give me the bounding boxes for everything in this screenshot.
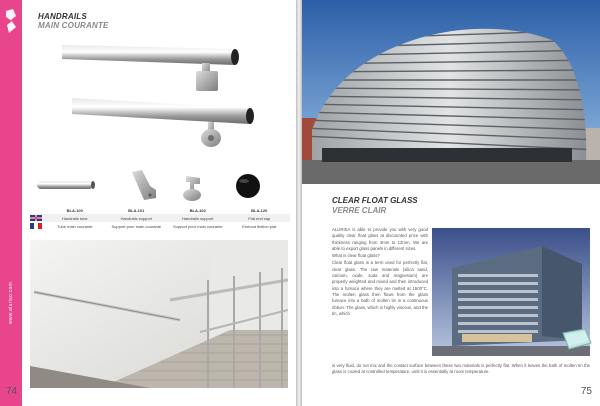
product-table: [30, 206, 290, 230]
table-row: [30, 206, 290, 214]
glass-sheet-icon: [561, 327, 593, 351]
product-code: BLA-102: [189, 207, 206, 213]
glass-section-header: [332, 196, 418, 215]
glass-title: CLEAR FLOAT GLASS: [332, 196, 418, 205]
handrails-title: HANDRAILS: [38, 12, 87, 21]
product-name-fr: Support pour main courante: [111, 223, 162, 229]
product-name-en: Handrails support: [120, 215, 152, 221]
product-code: BLA-101: [128, 207, 145, 213]
staircase-photo: [30, 240, 288, 388]
product-thumbnails: [30, 166, 290, 204]
product-name-en: Handrails tube: [61, 215, 88, 221]
table-row: [30, 222, 290, 230]
website-label: www.aluriso.com: [8, 282, 14, 325]
brand-logo-icon: [3, 8, 19, 34]
paragraph: What is clear float glass?: [332, 253, 380, 259]
glass-description: [332, 227, 428, 318]
paragraph: Clear float glass is a term used for perfectly flat, clear glass. The raw materials (silica sand, calcium, oxide, soda and magnesium) are properly weighted and mixed and then introduced into a furnace where they are melted at 1500°C. The molten glass then flows from the glass furnace into a bath of molten tin in a continuous ribbon. The glass, which is highly viscous, and the tin, which: [332, 260, 428, 316]
handrail-tube-illustration: [60, 35, 260, 95]
product-name-fr: Tube main courante: [57, 223, 93, 229]
french-flag-icon: [30, 223, 42, 229]
page-number-right: 75: [580, 386, 592, 397]
right-page: [302, 0, 600, 406]
product-name-en: Flat end cap: [248, 215, 271, 221]
handrails-subtitle: MAIN COURANTE: [38, 21, 109, 30]
product-code: BLA-100: [66, 207, 83, 213]
bracket-product-icon: [128, 168, 158, 202]
table-row: [30, 214, 290, 222]
end-cap-product-icon: [234, 172, 262, 200]
round-support-product-icon: [180, 170, 210, 202]
product-name-fr: Embout finition plat: [242, 223, 277, 229]
glass-description-continued: is very fluid, do not mix and the contact surface between these two materials is perfectly flat. When it leaves the bath of molten tin the glass is cooled at controlled temperature, until it is essentially at room temperature.: [332, 363, 590, 375]
handrail-support-illustration: [70, 96, 270, 156]
tube-product-icon: [36, 178, 96, 192]
product-name-en: Handrails support: [182, 215, 214, 221]
glass-subtitle: VERRE CLAIR: [332, 206, 387, 215]
uk-flag-icon: [30, 215, 42, 221]
side-band: [0, 0, 22, 406]
left-page: [0, 0, 296, 406]
page-number-left: 74: [6, 386, 18, 397]
product-name-fr: Support pour main courante: [172, 223, 223, 229]
product-code: BLA-120: [251, 207, 268, 213]
building-photo: [302, 0, 600, 184]
paragraph: ALURISA is able to provide you with very good quality clear float glass at discounted price with thickness ranging from 3mm to 12mm. We are able to export glass panels in different sizes.: [332, 227, 428, 251]
